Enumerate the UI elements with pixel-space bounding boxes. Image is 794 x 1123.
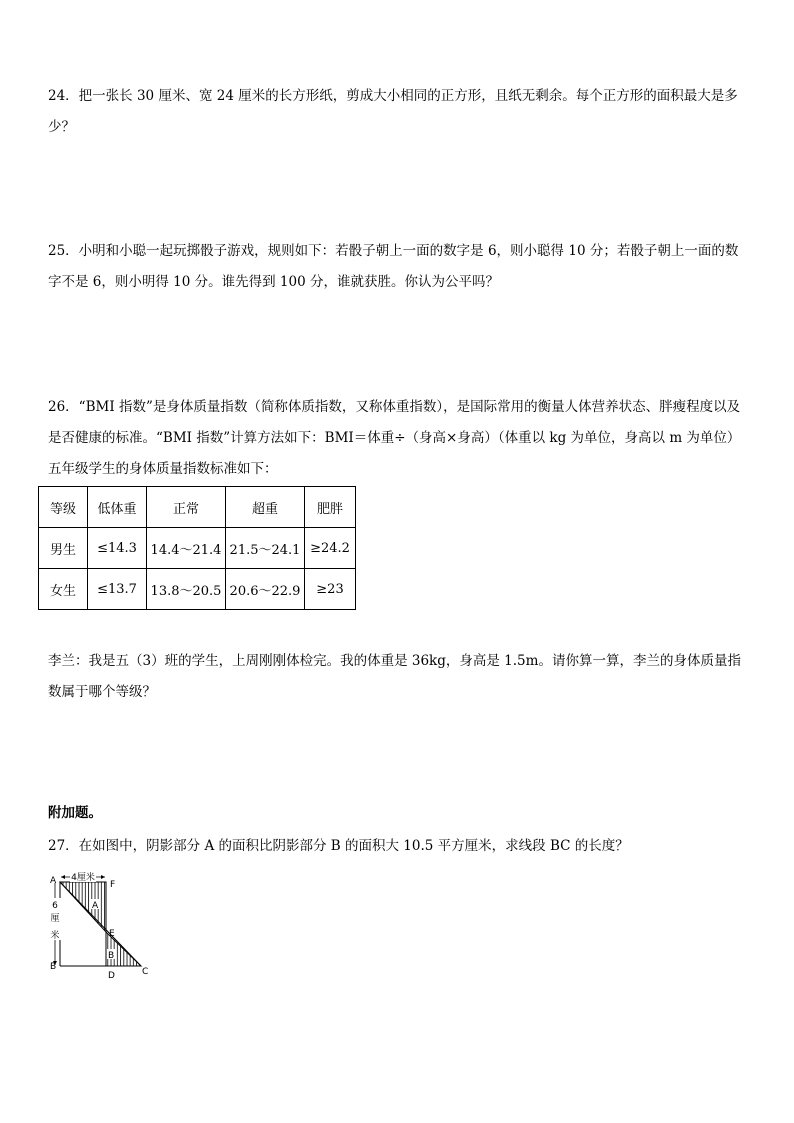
table-cell: 14.4～21.4 bbox=[147, 528, 226, 569]
bmi-standard-table bbox=[38, 486, 356, 610]
table-cell: 女生 bbox=[39, 569, 88, 610]
table-header-cell: 肥胖 bbox=[305, 487, 356, 528]
table-cell: 21.5～24.1 bbox=[226, 528, 305, 569]
side-dimension-char: 厘 bbox=[50, 914, 60, 924]
question-26-question: 李兰：我是五（3）班的学生，上周刚刚体检完。我的体重是 36kg，身高是 1.5m。请你算一算，李兰的身体质量指数属于哪个等级？ bbox=[48, 653, 741, 700]
table-header-cell: 低体重 bbox=[88, 487, 147, 528]
side-dimension-char: 米 bbox=[50, 931, 60, 941]
point-label-b: B bbox=[50, 962, 57, 972]
arrow-left-icon bbox=[61, 875, 65, 879]
bonus-heading: 附加题。 bbox=[48, 805, 102, 821]
table-header-cell: 正常 bbox=[147, 487, 226, 528]
bmi-table-caption: 五年级学生的身体质量指数标准如下： bbox=[48, 461, 278, 477]
side-dimension-char: 6 bbox=[52, 901, 58, 911]
table-cell: ≥24.2 bbox=[305, 528, 356, 569]
question-24: 24．把一张长 30 厘米、宽 24 厘米的长方形纸，剪成大小相同的正方形，且纸无剩余。每个正方形的面积最大是多少？ bbox=[48, 88, 738, 135]
point-label-c: C bbox=[142, 967, 149, 977]
question-26-intro: 26．“BMI 指数”是身体质量指数（简称体质指数，又称体重指数），是国际常用的衡量人体营养状态、胖瘦程度以及是否健康的标准。“BMI 指数”计算方法如下：BMI＝体重÷（身高×身高）（体重以 kg 为单位，身高以 m 为单位） bbox=[48, 399, 741, 446]
point-label-a: A bbox=[50, 876, 57, 886]
point-label-f: F bbox=[110, 880, 116, 890]
region-label-b: B bbox=[108, 951, 115, 961]
table-row bbox=[39, 569, 356, 610]
table-cell: ≤13.7 bbox=[88, 569, 147, 610]
geometry-figure bbox=[46, 868, 156, 980]
table-row bbox=[39, 528, 356, 569]
arrow-right-icon bbox=[101, 875, 105, 879]
table-cell: 13.8～20.5 bbox=[147, 569, 226, 610]
question-25: 25．小明和小聪一起玩掷骰子游戏，规则如下：若骰子朝上一面的数字是 6，则小聪得 10 分；若骰子朝上一面的数字不是 6，则小明得 10 分。谁先得到 100 分，谁就获胜。你认为公平吗？ bbox=[48, 243, 739, 290]
region-label-a: A bbox=[92, 901, 99, 911]
top-dimension-label: 4厘米 bbox=[71, 873, 95, 883]
table-header-row bbox=[39, 487, 356, 528]
table-cell: 男生 bbox=[39, 528, 88, 569]
point-label-d: D bbox=[108, 971, 115, 980]
table-header-cell: 等级 bbox=[39, 487, 88, 528]
table-header-cell: 超重 bbox=[226, 487, 305, 528]
table-cell: ≤14.3 bbox=[88, 528, 147, 569]
table-cell: 20.6～22.9 bbox=[226, 569, 305, 610]
question-27: 27．在如图中，阴影部分 A 的面积比阴影部分 B 的面积大 10.5 平方厘米，求线段 BC 的长度？ bbox=[48, 838, 629, 854]
table-cell: ≥23 bbox=[305, 569, 356, 610]
point-label-e: E bbox=[109, 929, 115, 939]
